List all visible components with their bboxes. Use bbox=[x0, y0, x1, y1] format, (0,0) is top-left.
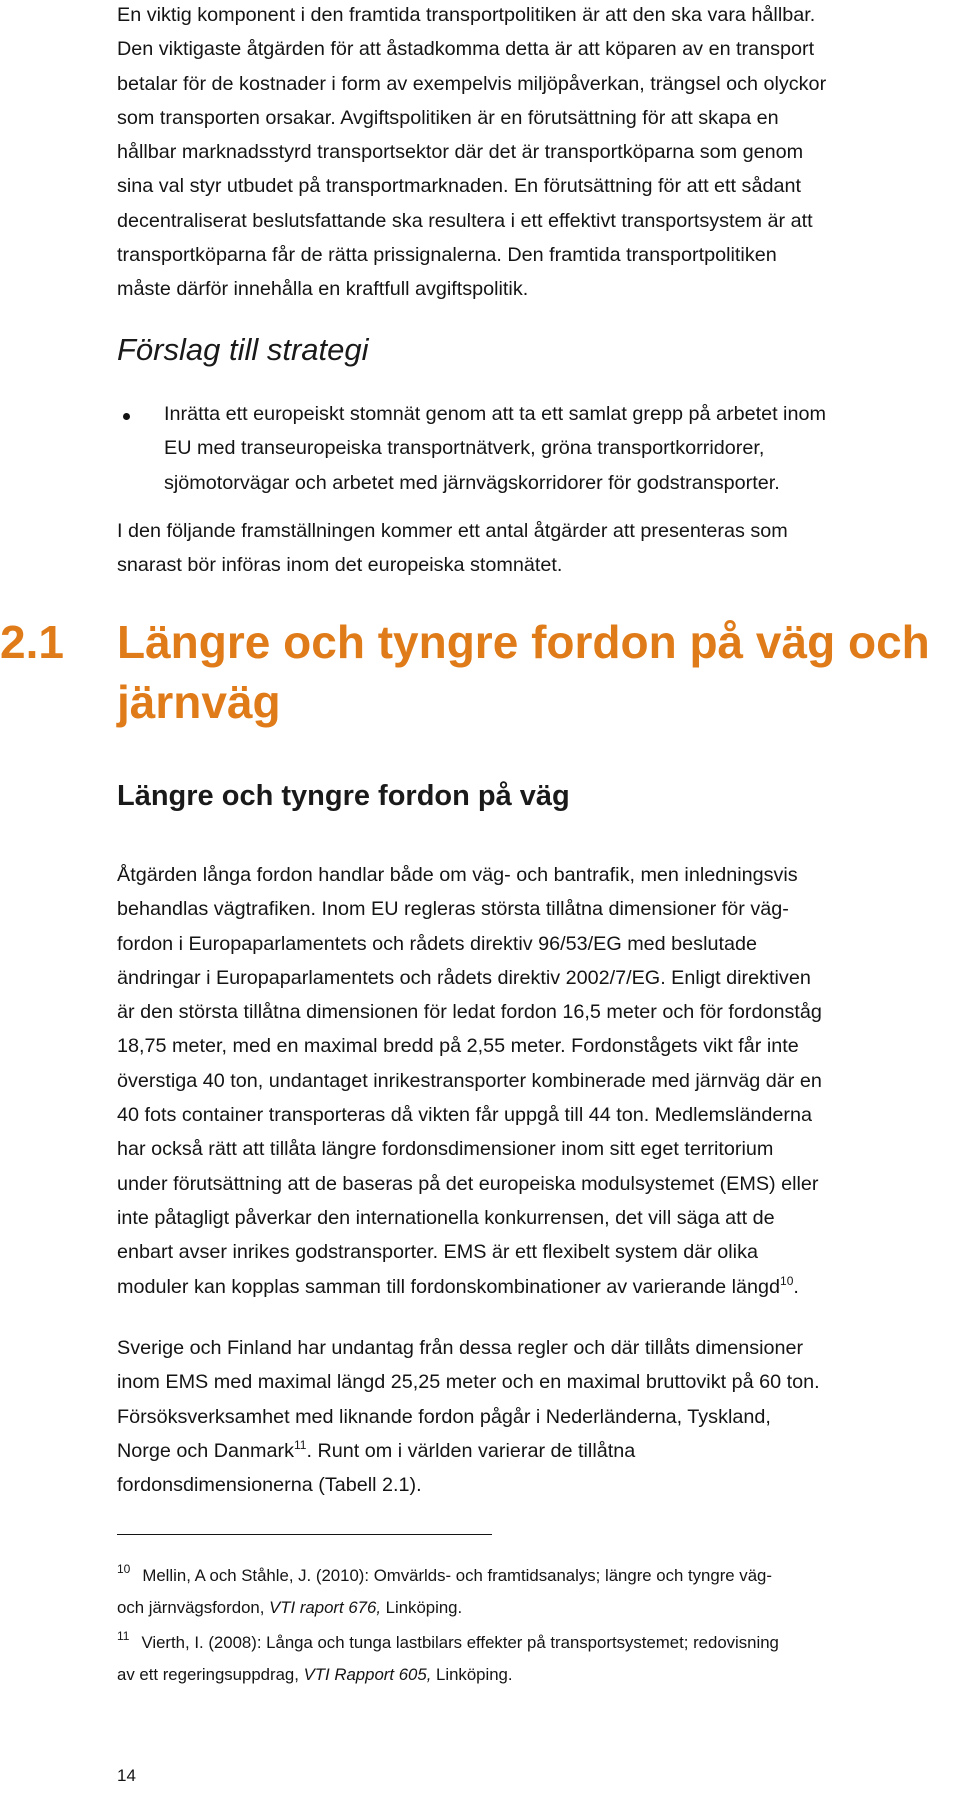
text-line: Åtgärden långa fordon handlar både om väg- och bantrafik, men inledningsvis bbox=[117, 864, 798, 886]
footnote-text: och järnvägsfordon, bbox=[117, 1598, 270, 1617]
text-line: En viktig komponent i den framtida transportpolitiken är att den ska vara hållbar. bbox=[117, 4, 816, 26]
text-line: 40 fots container transporteras då vikten får uppgå till 44 ton. Medlemsländerna bbox=[117, 1104, 812, 1127]
body-paragraph-2 bbox=[117, 1331, 820, 1502]
page-number: 14 bbox=[117, 1766, 136, 1785]
strategy-heading: Förslag till strategi bbox=[117, 332, 369, 367]
text-line: I den följande framställningen kommer ett antal åtgärder att presenteras som bbox=[117, 520, 788, 542]
line-text: Norge och Danmark bbox=[117, 1439, 295, 1462]
text-line: 18,75 meter, med en maximal bredd på 2,55 meter. Fordonstågets vikt får inte bbox=[117, 1035, 799, 1058]
text-line: Sverige och Finland har undantag från dessa regler och där tillåts dimensioner bbox=[117, 1337, 804, 1359]
text-line: enbart avser inrikes godstransporter. EMS är ett flexibelt system där olika bbox=[117, 1241, 758, 1264]
title-line: järnväg bbox=[117, 676, 281, 728]
text-line: som transporten orsakar. Avgiftspolitiken är en förutsättning för att skapa en bbox=[117, 106, 779, 129]
text-line: hållbar marknadsstyrd transportsektor där det är transportköparna som genom bbox=[117, 141, 804, 164]
bullet-item bbox=[164, 397, 826, 500]
footnote-line bbox=[117, 1620, 779, 1659]
text-line: inom EMS med maximal längd 25,25 meter och en maximal bruttovikt på 60 ton. bbox=[117, 1371, 820, 1394]
text-line: sjömotorvägar och arbetet med järnvägskorridorer för godstransporter. bbox=[164, 471, 780, 494]
text-line: Försöksverksamhet med liknande fordon pågår i Nederländerna, Tyskland, bbox=[117, 1405, 771, 1428]
footnote-divider bbox=[117, 1534, 492, 1535]
text-line: EU med transeuropeiska transportnätverk, gröna transportkorridorer, bbox=[164, 437, 765, 460]
footnote-number: 10 bbox=[117, 1562, 131, 1576]
text-line: är den största tillåtna dimensionen för ledat fordon 16,5 meter och för fordonståg bbox=[117, 1001, 822, 1024]
follow-paragraph bbox=[117, 514, 788, 583]
text-line: under förutsättning att de baseras på det europeiska modulsystemet (EMS) eller bbox=[117, 1172, 819, 1195]
footnote-11 bbox=[117, 1620, 779, 1691]
subsection-heading: Längre och tyngre fordon på väg bbox=[117, 780, 570, 812]
intro-paragraph bbox=[117, 0, 947, 307]
footnote-citation: VTI raport 676, bbox=[269, 1598, 381, 1617]
line-text: . Runt om i världen varierar de tillåtna bbox=[306, 1439, 636, 1462]
footnote-line bbox=[117, 1553, 772, 1592]
section-title bbox=[117, 612, 930, 732]
line-text: . bbox=[793, 1275, 799, 1298]
text-line: fordonsdimensionerna (Tabell 2.1). bbox=[117, 1474, 422, 1497]
footnote-text: av ett regeringsuppdrag, bbox=[117, 1665, 304, 1684]
text-line: betalar för de kostnader i form av exempelvis miljöpåverkan, trängsel och olyckor bbox=[117, 72, 827, 95]
footnote-text: Vierth, I. (2008): Långa och tunga lastbilars effekter på transportsystemet; redovisning bbox=[141, 1633, 779, 1652]
footnote-ref[interactable]: 11 bbox=[294, 1437, 307, 1452]
line-text: moduler kan kopplas samman till fordonskombinationer av varierande längd bbox=[117, 1275, 781, 1298]
text-line: transportköparna får de rätta prissignalerna. Den framtida transportpolitiken bbox=[117, 244, 777, 267]
text-line: behandlas vägtrafiken. Inom EU regleras största tillåtna dimensioner för väg- bbox=[117, 898, 789, 921]
title-line: Längre och tyngre fordon på väg och bbox=[117, 616, 930, 668]
text-line: måste därför innehålla en kraftfull avgiftspolitik. bbox=[117, 278, 529, 301]
text-line bbox=[117, 1270, 822, 1304]
text-line: har också rätt att tillåta längre fordonsdimensioner inom sitt eget territorium bbox=[117, 1138, 774, 1161]
footnote-number: 11 bbox=[117, 1629, 130, 1643]
text-line bbox=[117, 1434, 820, 1468]
section-number: 2.1 bbox=[0, 616, 64, 668]
footnote-ref[interactable]: 10 bbox=[780, 1273, 794, 1288]
footnote-text: Linköping. bbox=[431, 1665, 513, 1684]
footnote-citation: VTI Rapport 605, bbox=[303, 1665, 432, 1684]
text-line: inte påtagligt påverkar den internationella konkurrensen, det vill säga att de bbox=[117, 1206, 775, 1229]
text-line: sina val styr utbudet på transportmarknaden. En förutsättning för att ett sådant bbox=[117, 175, 801, 198]
text-line: Den viktigaste åtgärden för att åstadkomma detta är att köparen av en transport bbox=[117, 38, 815, 61]
text-line: ändringar i Europaparlamentets och rådets direktiv 2002/7/EG. Enligt direktiven bbox=[117, 966, 811, 989]
bullet-icon bbox=[123, 413, 130, 420]
footnote-10 bbox=[117, 1553, 772, 1624]
footnote-line bbox=[117, 1659, 779, 1691]
text-line: överstiga 40 ton, undantaget inrikestransporter kombinerade med järnväg där en bbox=[117, 1069, 822, 1092]
body-paragraph-1 bbox=[117, 858, 822, 1304]
text-line: Inrätta ett europeiskt stomnät genom att ta ett samlat grepp på arbetet inom bbox=[164, 403, 826, 425]
footnote-text: Mellin, A och Ståhle, J. (2010): Omvärlds- och framtidsanalys; längre och tyngre väg- bbox=[142, 1566, 772, 1585]
text-line: fordon i Europaparlamentets och rådets direktiv 96/53/EG med beslutade bbox=[117, 932, 757, 955]
text-line: snarast bör införas inom det europeiska stomnätet. bbox=[117, 554, 563, 577]
text-line: decentraliserat beslutsfattande ska resultera i ett effektivt transportsystem är att bbox=[117, 209, 813, 232]
footnote-text: Linköping. bbox=[381, 1598, 463, 1617]
